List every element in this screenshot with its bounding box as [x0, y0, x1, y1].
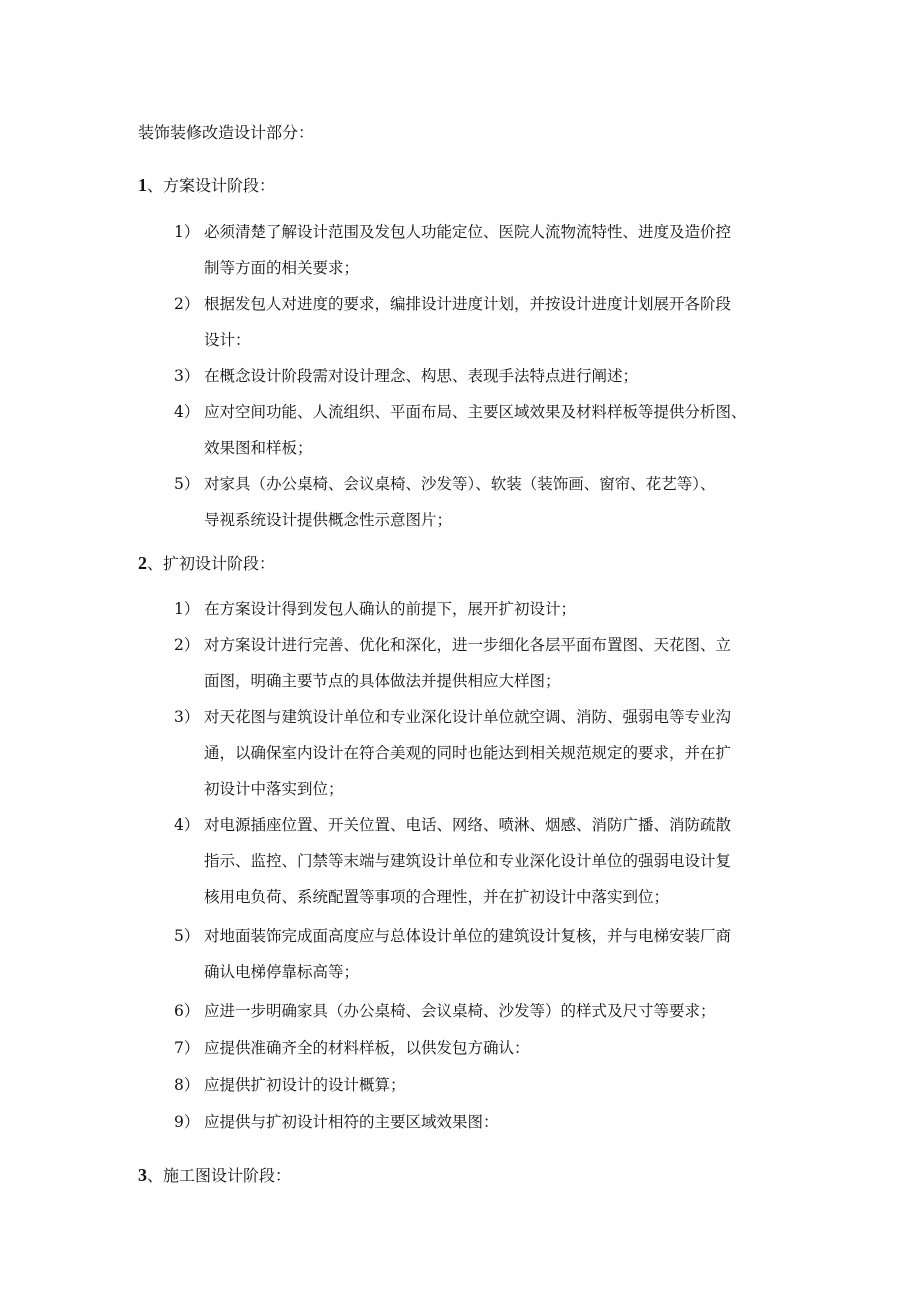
item-text: 对电源插座位置、开关位置、电话、网络、喷淋、烟感、消防广播、消防疏散 [204, 816, 732, 834]
item-number: 3） [174, 708, 200, 726]
list-item [174, 394, 814, 466]
item-number: 1） [174, 600, 200, 618]
item-text: 应对空间功能、人流组织、平面布局、主要区域效果及材料样板等提供分析图、 [204, 403, 747, 421]
document-title: 装饰装修改造设计部分： [138, 123, 315, 142]
item-text: 对天花图与建筑设计单位和专业深化设计单位就空调、消防、强弱电等专业沟 [204, 708, 732, 726]
section-heading-3 [138, 1163, 291, 1188]
item-text: 在方案设计得到发包人确认的前提下，展开扩初设计； [204, 600, 577, 618]
item-number: 8） [174, 1076, 200, 1094]
item-number: 4） [174, 403, 200, 421]
list-item [174, 214, 814, 286]
item-text-continued: 设计： [204, 331, 251, 349]
list-item [174, 286, 814, 358]
item-text-continued: 初设计中落实到位； [204, 780, 344, 798]
section-number: 2 [138, 553, 147, 573]
list-item [174, 1067, 814, 1103]
list-item [174, 591, 814, 627]
item-text-continued: 核用电负荷、系统配置等事项的合理性，并在扩初设计中落实到位； [204, 888, 670, 906]
item-text: 应提供与扩初设计相符的主要区域效果图： [204, 1113, 499, 1131]
item-text-continued: 指示、监控、门禁等末端与建筑设计单位和专业深化设计单位的强弱电设计复 [204, 852, 732, 870]
section-heading-2 [138, 551, 275, 576]
item-text-continued: 制等方面的相关要求； [204, 259, 360, 277]
list-item [174, 1104, 814, 1140]
item-text: 对方案设计进行完善、优化和深化，进一步细化各层平面布置图、天花图、立 [204, 636, 732, 654]
item-number: 5） [174, 475, 200, 493]
item-text: 对家具（办公桌椅、会议桌椅、沙发等）、软装（装饰画、窗帘、花艺等）、 [204, 475, 716, 493]
item-text-continued: 确认电梯停靠标高等； [204, 963, 360, 981]
item-text-continued: 通，以确保室内设计在符合美观的同时也能达到相关规范规定的要求，并在扩 [204, 744, 732, 762]
list-item [174, 1030, 814, 1066]
item-text-continued: 面图，明确主要节点的具体做法并提供相应大样图； [204, 672, 561, 690]
item-number: 3） [174, 367, 200, 385]
list-item [174, 358, 814, 394]
list-item [174, 993, 814, 1029]
section-title: 、方案设计阶段： [147, 176, 276, 195]
item-text: 在概念设计阶段需对设计理念、构思、表现手法特点进行阐述； [204, 367, 639, 385]
item-text-continued: 导视系统设计提供概念性示意图片； [204, 511, 453, 529]
item-number: 4） [174, 816, 200, 834]
section-heading-1 [138, 173, 275, 198]
item-number: 6） [174, 1002, 200, 1020]
item-text: 对地面装饰完成面高度应与总体设计单位的建筑设计复核，并与电梯安装厂商 [204, 927, 732, 945]
section-number: 1 [138, 175, 147, 195]
item-number: 5） [174, 927, 200, 945]
item-text: 必须清楚了解设计范围及发包人功能定位、医院人流物流特性、进度及造价控 [204, 223, 732, 241]
item-text-continued: 效果图和样板； [204, 439, 313, 457]
item-text: 应提供扩初设计的设计概算； [204, 1076, 406, 1094]
list-item [174, 466, 814, 538]
list-item [174, 699, 814, 807]
item-text: 应进一步明确家具（办公桌椅、会议桌椅、沙发等）的样式及尺寸等要求； [204, 1002, 716, 1020]
section-number: 3 [138, 1165, 147, 1185]
item-number: 9） [174, 1113, 200, 1131]
item-number: 2） [174, 636, 200, 654]
section-title: 、扩初设计阶段： [147, 554, 276, 573]
list-item [174, 918, 814, 990]
item-number: 7） [174, 1039, 200, 1057]
list-item [174, 627, 814, 699]
section-title: 、施工图设计阶段： [147, 1166, 292, 1185]
item-number: 1） [174, 223, 200, 241]
item-number: 2） [174, 295, 200, 313]
item-text: 根据发包人对进度的要求，编排设计进度计划，并按设计进度计划展开各阶段 [204, 295, 732, 313]
item-text: 应提供准确齐全的材料样板，以供发包方确认： [204, 1039, 530, 1057]
list-item [174, 807, 814, 915]
